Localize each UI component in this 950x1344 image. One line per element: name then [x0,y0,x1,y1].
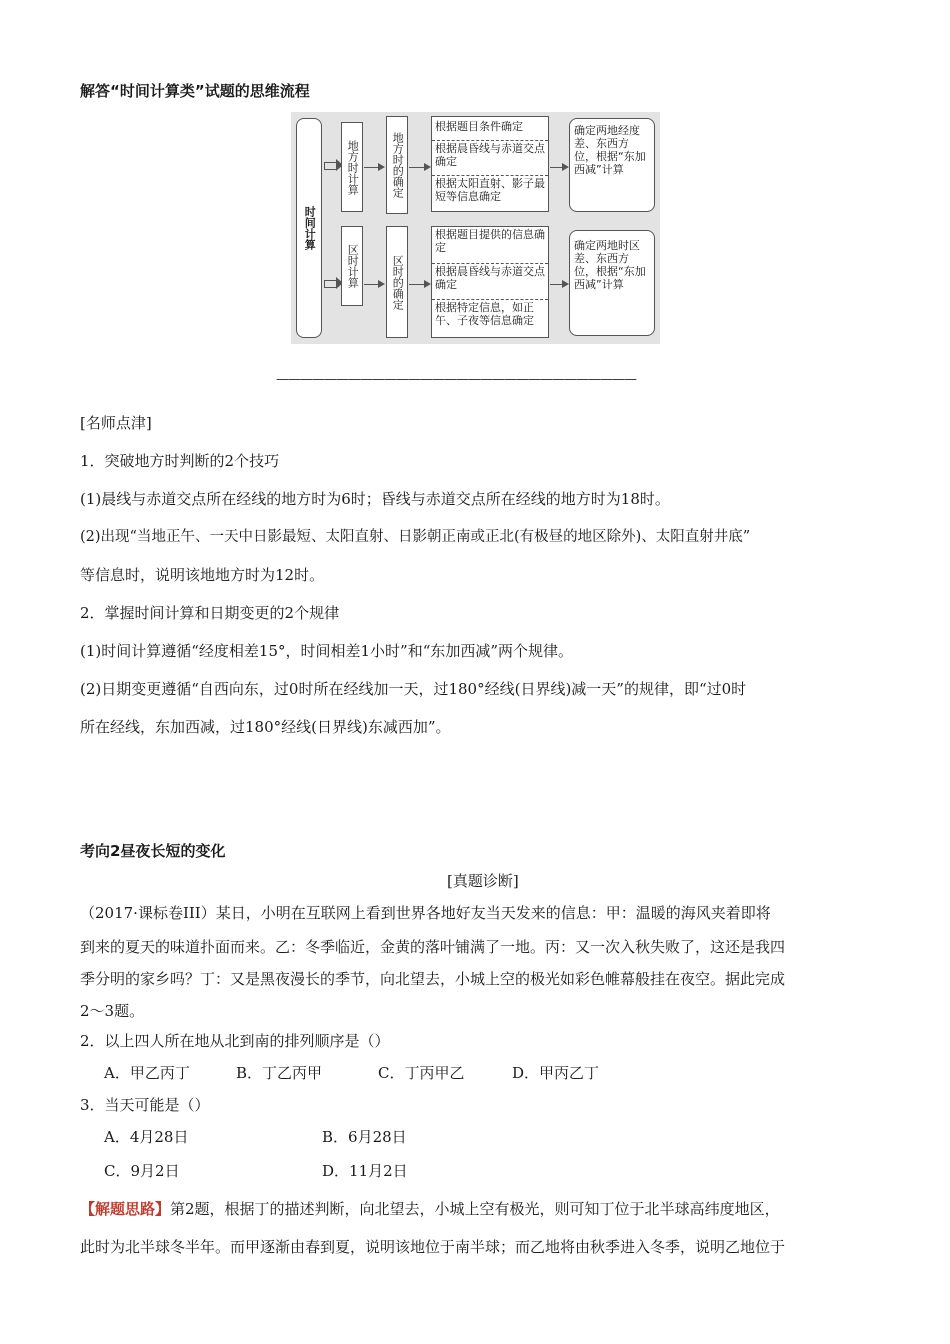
arrow-zone-3 [550,284,567,285]
flow-root: 时间计算 [296,118,322,338]
zone-method-2: 根据晨昏线与赤道交点确定 [432,263,548,297]
solution-text: 第2题，根据丁的描述判断，向北望去，小城上空有极光，则可知丁位于北半球高纬度地区， [170,1200,780,1218]
passage-line: （2017·课标卷III）某日，小明在互联网上看到世界各地好友当天发来的信息：甲：温暖的海风夹着即将 [80,904,771,922]
local-method-3: 根据太阳直射、影子最短等信息确定 [432,175,548,211]
tip-line: 2．掌握时间计算和日期变更的2个规律 [80,604,340,622]
passage-line: 季分明的家乡吗？丁：又是黑夜漫长的季节，向北望去，小城上空的极光如彩色帷幕般挂在夜空。据此完成 [80,970,786,988]
arrow-local-3 [550,167,567,168]
flow-local-result: 确定两地经度差、东西方位，根据“东加西减”计算 [569,118,655,212]
passage-line: 2～3题。 [80,1002,145,1020]
q3-stem: 3．当天可能是（） [80,1096,210,1114]
tip-line: 所在经线，东加西减，过180°经线(日界线)东减西加”。 [80,718,451,736]
zone-method-1: 根据题目提供的信息确定 [435,228,545,254]
passage-line: 到来的夏天的味道扑面而来。乙：冬季临近，金黄的落叶铺满了一地。丙：又一次入秋失败了，这还是我四 [80,938,786,956]
tip-line: (2)出现“当地正午、一天中日影最短、太阳直射、日影朝正南或正北(有极昼的地区除外)、太阳直射井底” [80,529,751,545]
q2-option-d: D．甲丙乙丁 [512,1064,600,1082]
q2-option-a: A．甲乙丙丁 [104,1064,190,1082]
q3-option-b: B．6月28日 [322,1128,407,1146]
q2-option-b: B．丁乙丙甲 [236,1064,323,1082]
arrow-zone-1 [364,284,383,285]
tip-line: (2)日期变更遵循“自西向东，过0时所在经线加一天，过180°经线(日界线)减一天”的规律，即“过0时 [80,680,747,698]
flow-zone-calc: 区时计算 [341,226,363,306]
arrow-zone-2 [409,284,429,285]
tip-line: (1)晨线与赤道交点所在经线的地方时为6时；昏线与赤道交点所在经线的地方时为18时。 [80,490,670,508]
flow-heading: 解答“时间计算类”试题的思维流程 [80,82,310,100]
q2-option-c: C．丁丙甲乙 [378,1064,465,1082]
solution-tag: 【解题思路】 [80,1200,171,1218]
arrow-local-2 [409,167,429,168]
solution-line-1 [80,1200,780,1218]
local-method-2: 根据晨昏线与赤道交点确定 [432,140,548,174]
q3-option-d: D．11月2日 [322,1162,408,1180]
flow-zone-methods [431,226,549,338]
tips-title: [名师点津] [80,414,152,432]
q3-option-c: C．9月2日 [104,1162,180,1180]
section2-title: 考向2昼夜长短的变化 [80,842,226,860]
arrow-root-local [324,162,336,170]
tip-line: 等信息时，说明该地地方时为12时。 [80,566,325,584]
flow-zone-determine: 区时的确定 [386,226,408,338]
zone-method-3: 根据特定信息，如正午、子夜等信息确定 [432,299,548,335]
time-calculation-flowchart [291,112,660,344]
solution-line-2: 此时为北半球冬半年。而甲逐渐由春到夏，说明该地位于南半球；而乙地将由秋季进入冬季，说明乙地位于 [80,1238,786,1256]
q2-stem: 2．以上四人所在地从北到南的排列顺序是（） [80,1032,390,1050]
flow-local-determine: 地方时的确定 [386,116,408,214]
divider-line: —————————————————————————————— [276,372,636,387]
arrow-root-zone [324,280,336,288]
q3-option-a: A．4月28日 [104,1128,189,1146]
flow-local-calc: 地方时计算 [341,122,363,212]
local-method-1: 根据题目条件确定 [435,120,523,133]
tip-line: (1)时间计算遵循“经度相差15°，时间相差1小时”和“东加西减”两个规律。 [80,642,574,660]
flow-local-methods [431,116,549,212]
diagnosis-title: [真题诊断] [447,872,519,890]
tip-line: 1．突破地方时判断的2个技巧 [80,452,280,470]
arrow-local-1 [364,167,383,168]
flow-zone-result: 确定两地时区差、东西方位，根据“东加西减”计算 [569,230,655,336]
